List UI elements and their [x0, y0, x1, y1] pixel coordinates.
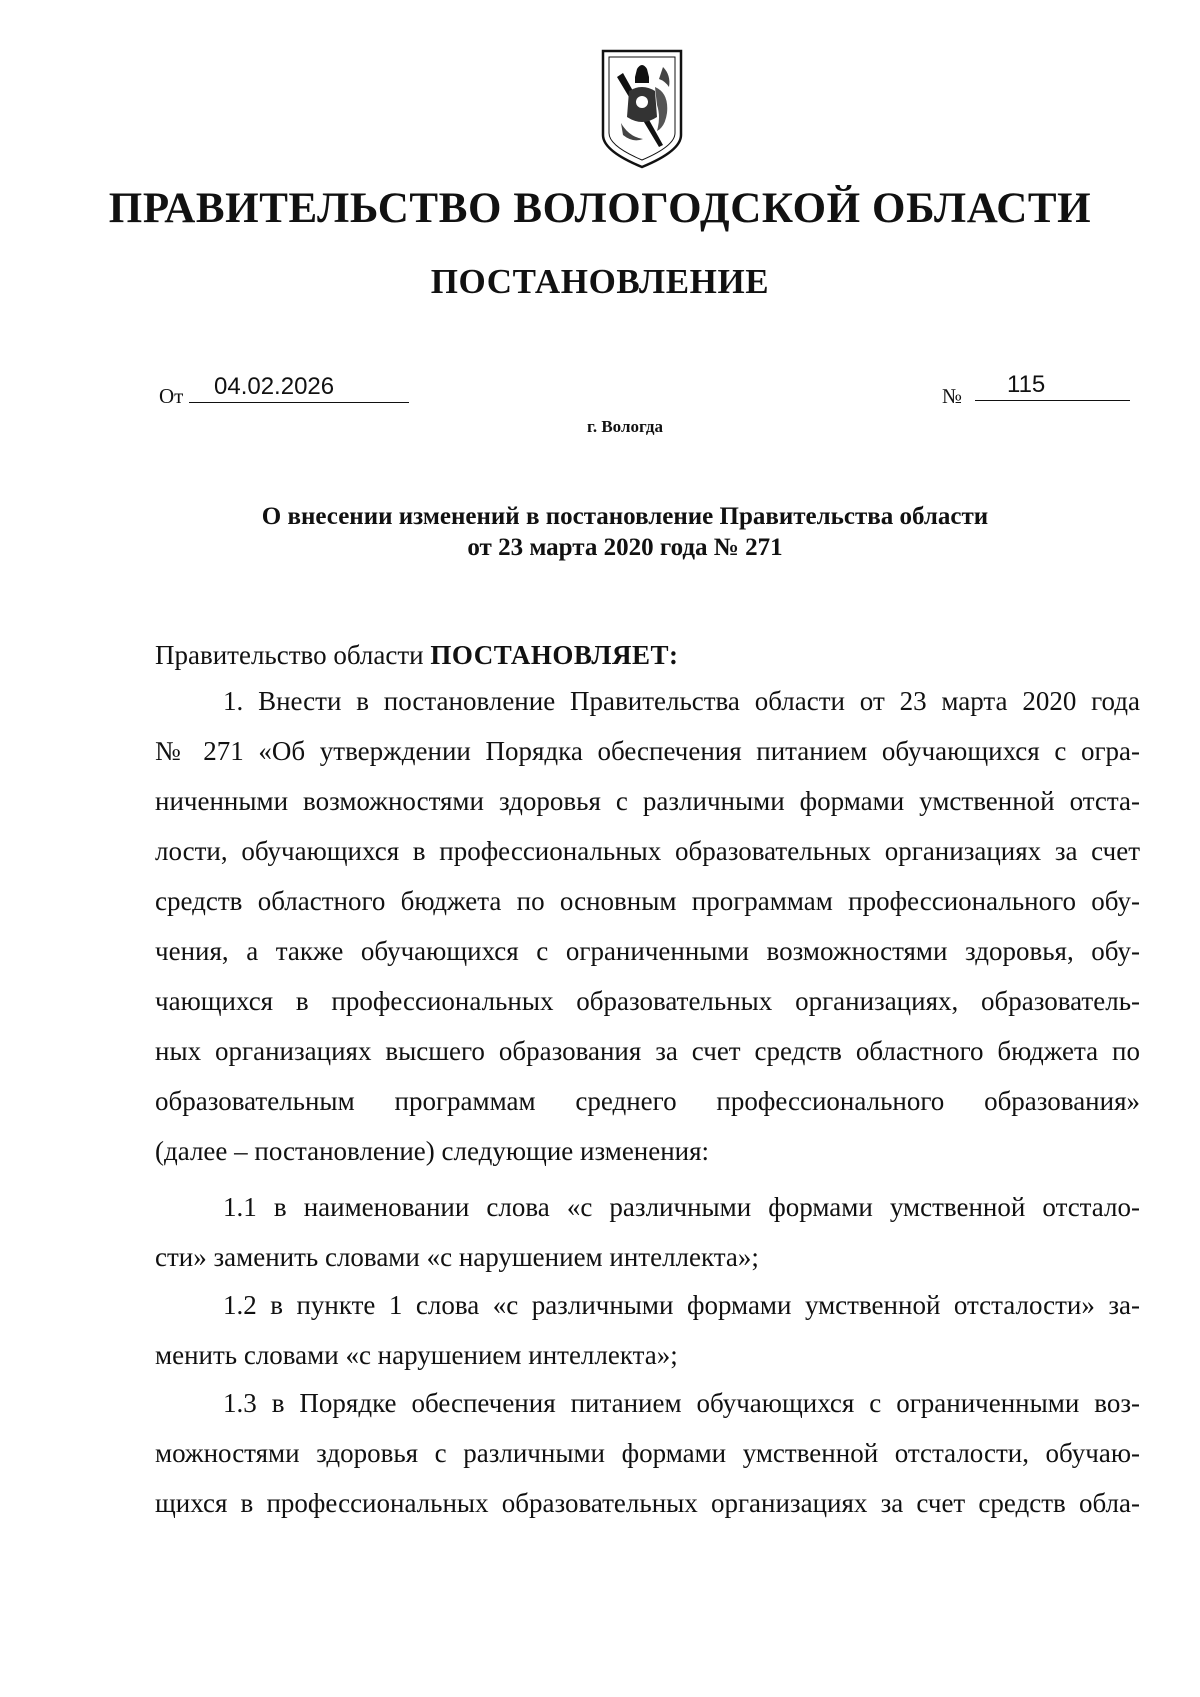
organization-title: ПРАВИТЕЛЬСТВО ВОЛОГОДСКОЙ ОБЛАСТИ [108, 185, 1092, 232]
number-label: № [942, 384, 963, 408]
decree-verb: ПОСТАНОВЛЯЕТ: [430, 640, 679, 670]
paragraph-line: чения, а также обучающихся с ограниченными возможностями здоровья, обу- [155, 936, 1140, 966]
paragraph-line: образовательным программам среднего профессионального образования» [155, 1086, 1140, 1116]
paragraph-line: ных организациях высшего образования за счет средств областного бюджета по [155, 1036, 1140, 1066]
paragraph-line: 1. Внести в постановление Правительства области от 23 марта 2020 года [223, 686, 1140, 716]
number-value: 115 [975, 370, 1130, 401]
document-subject [0, 501, 1200, 563]
subject-line-2: от 23 марта 2020 года № 271 [467, 534, 783, 561]
paragraph-1-3 [155, 1378, 1140, 1528]
paragraph-line: № 271 «Об утверждении Порядка обеспечения питанием обучающихся с огра- [155, 736, 1140, 766]
paragraph-line: сти» заменить словами «с нарушением интеллекта»; [155, 1242, 759, 1272]
date-value: 04.02.2026 [189, 372, 409, 403]
paragraph-line: 1.1 в наименовании слова «с различными формами умственной отстало- [223, 1192, 1140, 1222]
decree-statement [155, 640, 678, 671]
city-label: г. Вологда [587, 417, 663, 436]
paragraph-1-1 [155, 1182, 1140, 1282]
paragraph-line: средств областного бюджета по основным программам профессионального обу- [155, 886, 1140, 916]
subject-line-1: О внесении изменений в постановление Правительства области [261, 503, 989, 530]
date-label: От [159, 384, 184, 408]
coat-of-arms-emblem [599, 47, 685, 171]
document-type: ПОСТАНОВЛЕНИЕ [430, 262, 770, 301]
paragraph-line: можностями здоровья с различными формами умственной отсталости, обучаю- [155, 1438, 1140, 1468]
paragraph-line: менить словами «с нарушением интеллекта»; [155, 1340, 678, 1370]
date-field [159, 373, 335, 409]
paragraph-line: 1.2 в пункте 1 слова «с различными формами умственной отсталости» за- [223, 1290, 1140, 1320]
paragraph-line: чающихся в профессиональных образовательных организациях, образователь- [155, 986, 1140, 1016]
paragraph-1-2 [155, 1280, 1140, 1380]
number-field [942, 371, 1046, 409]
decree-prefix: Правительство области [155, 640, 424, 670]
paragraph-1 [155, 676, 1140, 1176]
paragraph-line: ниченными возможностями здоровья с различными формами умственной отста- [155, 786, 1140, 816]
paragraph-line: (далее – постановление) следующие изменения: [155, 1136, 710, 1166]
paragraph-line: лости, обучающихся в профессиональных образовательных организациях за счет [155, 836, 1140, 866]
paragraph-line: щихся в профессиональных образовательных организациях за счет средств обла- [155, 1488, 1140, 1518]
paragraph-line: 1.3 в Порядке обеспечения питанием обучающихся с ограниченными воз- [223, 1388, 1140, 1418]
